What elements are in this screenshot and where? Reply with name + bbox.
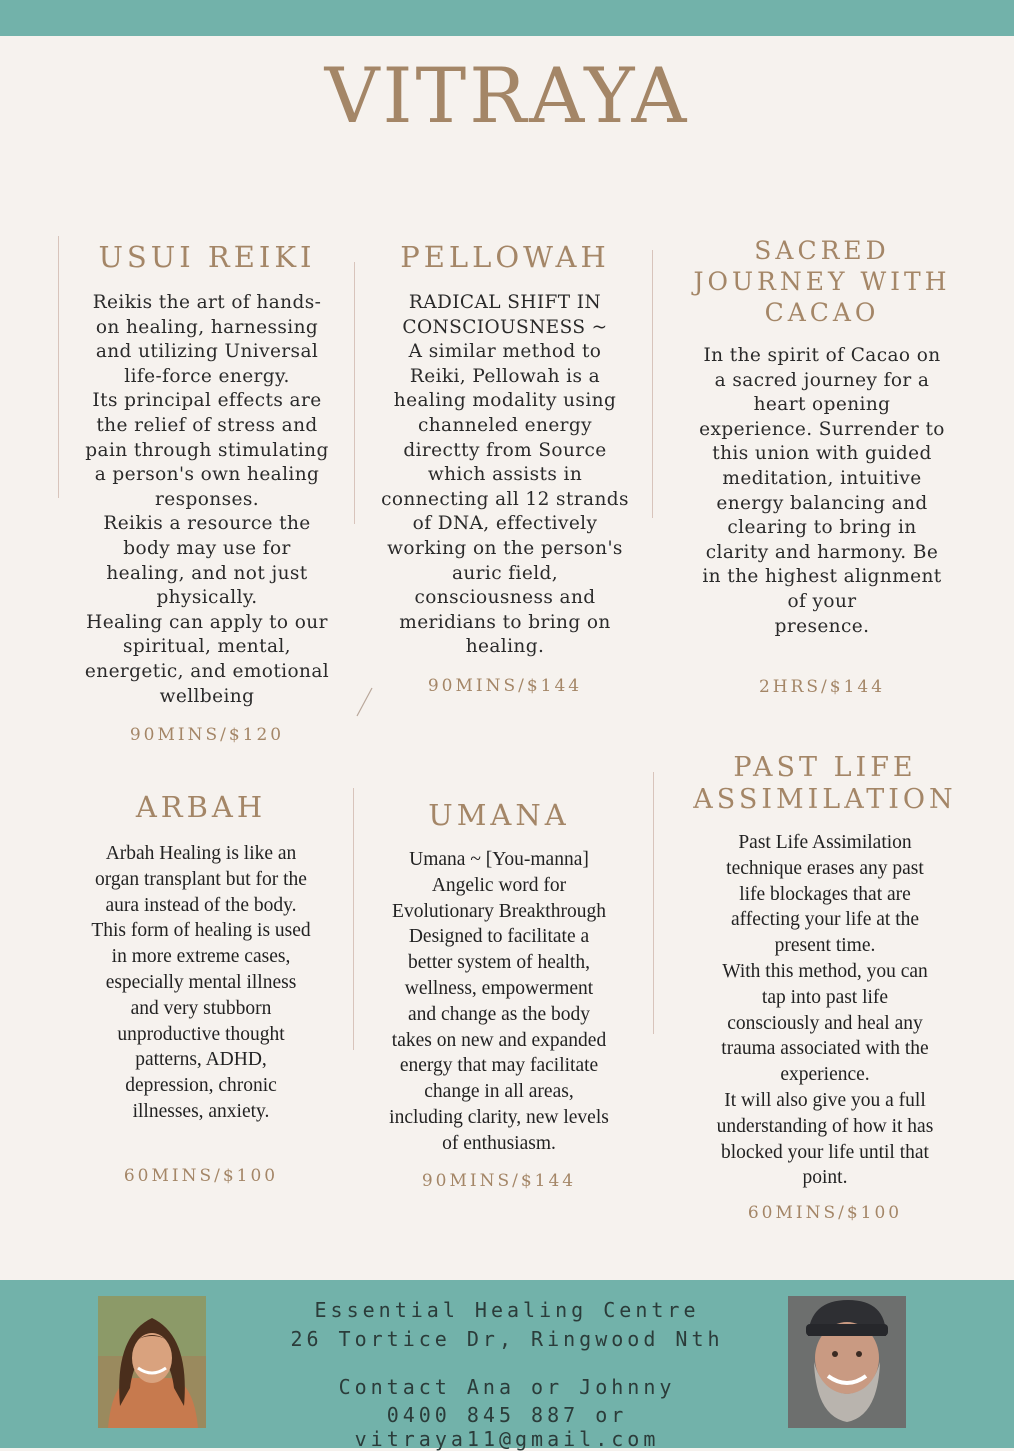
service-title: USUI REIKI	[98, 240, 316, 274]
description-line: connecting all 12 strands	[381, 488, 629, 510]
venue-name: Essential Healing Centre	[314, 1298, 700, 1322]
description-line: in more extreme cases,	[111, 946, 291, 968]
description-line: organ transplant but for the	[95, 868, 307, 890]
service-usui-reiki	[72, 242, 342, 752]
contact-names: Contact Ana or Johnny	[338, 1375, 676, 1399]
service-description	[370, 291, 640, 660]
venue-address: 26 Tortice Dr, Ringwood Nth	[290, 1327, 724, 1351]
description-line: aura instead of the body.	[105, 894, 297, 916]
description-line: responses.	[155, 488, 259, 510]
service-description	[680, 344, 964, 639]
service-price: 90MINS/$144	[421, 1171, 577, 1191]
description-line: technique erases any past	[726, 857, 924, 879]
description-line: especially mental illness	[105, 971, 297, 993]
description-line: With this method, you can	[722, 960, 928, 982]
description-line: spiritual, mental,	[123, 636, 291, 658]
description-line: wellbeing	[159, 685, 255, 707]
service-price: 2HRS/$144	[758, 677, 886, 697]
service-title-line: CACAO	[764, 298, 880, 327]
service-description	[690, 830, 960, 1191]
description-line: Reiki, Pellowah is a	[409, 365, 601, 387]
description-line: clearing to bring in	[727, 517, 917, 539]
description-line: and change as the body	[408, 1003, 590, 1025]
footer-banner	[0, 1280, 1014, 1451]
service-price: 90MINS/$120	[129, 725, 285, 745]
service-description	[66, 841, 336, 1125]
description-line: energetic, and emotional	[84, 660, 330, 682]
description-line: depression, chronic	[125, 1075, 277, 1097]
description-line: directty from Source	[403, 439, 607, 461]
description-line: experience. Surrender to	[699, 418, 945, 440]
description-line: a sacred journey for a	[714, 369, 930, 391]
description-line: Umana ~ [You-manna]	[409, 849, 589, 870]
description-line: wellness, empowerment	[404, 977, 594, 999]
description-line: healing modality using	[393, 390, 617, 412]
description-line: and utilizing Universal	[95, 341, 319, 363]
service-title	[680, 235, 964, 328]
service-title-line: JOURNEY WITH	[693, 267, 951, 296]
service-title-line: SACRED	[754, 236, 890, 265]
description-line: physically.	[156, 587, 258, 609]
service-title	[690, 752, 960, 816]
description-line: patterns, ADHD,	[135, 1049, 267, 1071]
service-pellowah	[370, 242, 640, 712]
description-line: consciousness and	[414, 587, 596, 609]
description-line: working on the person's	[387, 537, 623, 559]
ana-photo	[98, 1296, 206, 1428]
service-price: 90MINS/$144	[427, 676, 583, 696]
description-line: meditation, intuitive	[722, 467, 922, 489]
column-divider	[354, 262, 355, 524]
description-line: of enthusiasm.	[442, 1132, 556, 1154]
description-line: RADICAL SHIFT IN	[408, 292, 602, 313]
description-line: of DNA, effectively	[412, 513, 598, 535]
column-divider	[353, 788, 354, 1050]
service-title: ARBAH	[135, 790, 267, 824]
description-line: presence.	[774, 615, 870, 637]
description-line: auric field,	[451, 562, 559, 584]
description-line: heart opening	[753, 394, 891, 416]
description-line: Evolutionary Breakthrough	[392, 900, 606, 922]
description-line: CONSCIOUSNESS ~	[402, 316, 608, 338]
description-line: blocked your life until that	[721, 1141, 929, 1163]
description-line: Healing can apply to our	[86, 611, 328, 633]
description-line: this union with guided	[712, 443, 932, 465]
service-umana	[364, 800, 634, 1200]
description-line: meridians to bring on	[399, 611, 611, 633]
service-arbah	[66, 792, 336, 1192]
description-line: life-force energy.	[124, 365, 290, 387]
description-line: the relief of stress and	[96, 414, 318, 436]
description-line: healing.	[465, 636, 545, 658]
johnny-photo	[788, 1296, 906, 1428]
description-line: body may use for	[123, 537, 291, 559]
description-line: energy that may facilitate	[399, 1055, 599, 1077]
description-line: on healing, harnessing	[95, 316, 319, 338]
description-line: which assists in	[427, 464, 583, 486]
description-line: illnesses, anxiety.	[132, 1100, 270, 1122]
description-line: better system of health,	[408, 952, 590, 974]
description-line: This form of healing is used	[91, 920, 311, 942]
column-divider	[653, 772, 654, 1034]
service-title-line: ASSIMILATION	[693, 784, 957, 815]
description-line: including clarity, new levels	[389, 1106, 609, 1128]
description-line: A similar method to	[408, 341, 602, 363]
description-line: tap into past life	[761, 986, 889, 1008]
description-line: present time.	[774, 935, 876, 957]
service-title-line: PAST LIFE	[733, 752, 917, 783]
description-line: understanding of how it has	[716, 1115, 934, 1137]
description-line: life blockages that are	[739, 883, 911, 905]
description-line: healing, and not just	[106, 562, 308, 584]
description-line: energy balancing and	[716, 492, 928, 514]
description-line: consciously and heal any	[727, 1012, 923, 1034]
description-line: Arbah Healing is like an	[105, 843, 297, 864]
service-price: 60MINS/$100	[747, 1203, 903, 1223]
description-line: It will also give you a full	[724, 1089, 926, 1111]
description-line: Reikis the art of hands-	[92, 292, 322, 313]
description-line: Angelic word for	[431, 874, 567, 896]
description-line: of your	[787, 590, 857, 612]
service-title: UMANA	[428, 798, 570, 832]
description-line: a person's own healing	[94, 464, 320, 486]
contact-phone-email[interactable]: 0400 845 887 or vitraya11@gmail.com	[354, 1403, 660, 1451]
service-description	[72, 291, 342, 709]
column-divider	[652, 250, 653, 518]
description-line: Past Life Assimilation	[738, 832, 912, 853]
description-line: Reikis a resource the	[103, 513, 311, 535]
description-line: clarity and harmony. Be	[705, 541, 939, 563]
description-line: In the spirit of Cacao on	[703, 345, 941, 366]
description-line: point.	[802, 1167, 848, 1189]
description-line: Designed to facilitate a	[408, 926, 590, 948]
service-title: PELLOWAH	[400, 240, 610, 274]
description-line: affecting your life at the	[730, 909, 920, 931]
column-divider	[58, 236, 59, 498]
service-description	[364, 847, 634, 1157]
description-line: unproductive thought	[117, 1023, 285, 1045]
service-past-life	[690, 752, 960, 1232]
description-line: pain through stimulating	[85, 439, 329, 461]
description-line: and very stubborn	[130, 997, 272, 1019]
description-line: Its principal effects are	[92, 390, 322, 412]
description-line: experience.	[780, 1064, 870, 1086]
description-line: takes on new and expanded	[391, 1029, 607, 1051]
service-sacred-journey	[680, 235, 964, 705]
top-banner	[0, 0, 1014, 36]
description-line: in the highest alignment	[702, 566, 942, 588]
description-line: change in all areas,	[424, 1081, 574, 1103]
description-line: channeled energy	[417, 414, 593, 436]
description-line: trauma associated with the	[721, 1038, 929, 1060]
service-price: 60MINS/$100	[123, 1166, 279, 1186]
brand-logo: VITRAYA	[324, 51, 690, 140]
